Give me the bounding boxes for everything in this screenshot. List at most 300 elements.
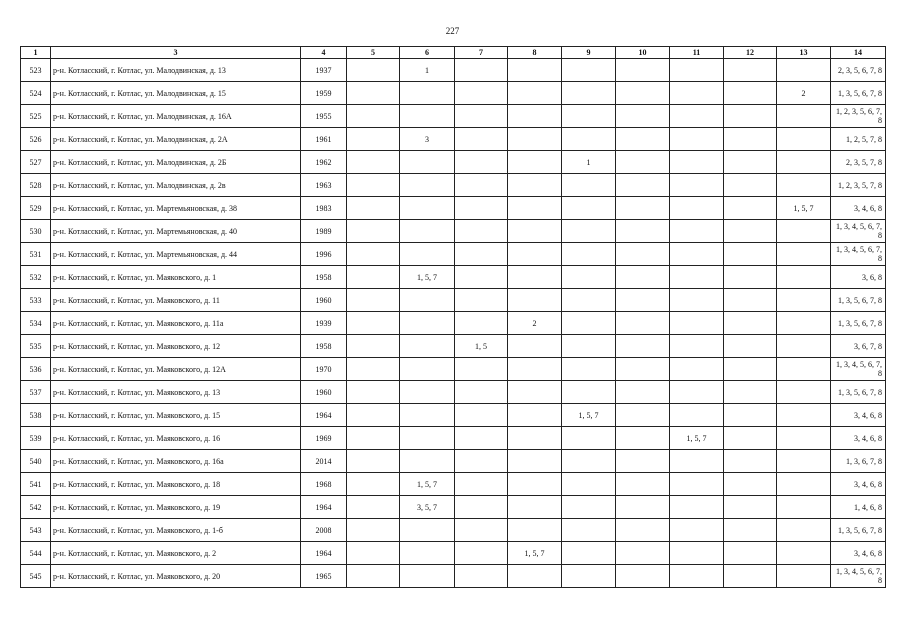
col-9-cell: [562, 266, 616, 289]
row-number-cell: 530: [21, 220, 51, 243]
address-cell: р-н. Котласский, г. Котлас, ул. Маяковского, д. 16а: [51, 450, 301, 473]
table-row: [21, 381, 886, 404]
col-8-cell: [508, 151, 562, 174]
col-9-cell: [562, 450, 616, 473]
col-8-cell: [508, 128, 562, 151]
table-row: [21, 312, 886, 335]
col-10-cell: [616, 59, 670, 82]
col-8-cell: [508, 519, 562, 542]
table-row: [21, 197, 886, 220]
column-header-7: 7: [455, 47, 508, 59]
col-5-cell: [347, 243, 400, 266]
col-6-cell: 3, 5, 7: [400, 496, 455, 519]
address-cell: р-н. Котласский, г. Котлас, ул. Маяковского, д. 12: [51, 335, 301, 358]
col-12-cell: [724, 542, 777, 565]
col-14-cell: 1, 4, 6, 8: [831, 496, 886, 519]
col-14-cell: 3, 4, 6, 8: [831, 542, 886, 565]
year-cell: 1955: [301, 105, 347, 128]
col-8-cell: [508, 381, 562, 404]
table-row: [21, 266, 886, 289]
col-8-cell: [508, 174, 562, 197]
col-12-cell: [724, 220, 777, 243]
column-header-12: 12: [724, 47, 777, 59]
column-header-11: 11: [670, 47, 724, 59]
address-cell: р-н. Котласский, г. Котлас, ул. Малодвинская, д. 15: [51, 82, 301, 105]
col-14-cell: 3, 4, 6, 8: [831, 404, 886, 427]
col-6-cell: [400, 105, 455, 128]
col-5-cell: [347, 542, 400, 565]
column-header-9: 9: [562, 47, 616, 59]
col-9-cell: [562, 335, 616, 358]
col-14-cell: 1, 3, 4, 5, 6, 7, 8: [831, 358, 886, 381]
col-6-cell: [400, 519, 455, 542]
table-body: [21, 59, 886, 588]
col-10-cell: [616, 519, 670, 542]
row-number-cell: 529: [21, 197, 51, 220]
col-8-cell: [508, 404, 562, 427]
row-number-cell: 538: [21, 404, 51, 427]
address-cell: р-н. Котласский, г. Котлас, ул. Маяковского, д. 18: [51, 473, 301, 496]
year-cell: 1963: [301, 174, 347, 197]
row-number-cell: 544: [21, 542, 51, 565]
col-13-cell: [777, 220, 831, 243]
col-6-cell: 1, 5, 7: [400, 266, 455, 289]
col-11-cell: [670, 473, 724, 496]
col-13-cell: [777, 565, 831, 588]
col-6-cell: [400, 565, 455, 588]
col-14-cell: 2, 3, 5, 7, 8: [831, 151, 886, 174]
column-header-3: 3: [51, 47, 301, 59]
col-13-cell: [777, 243, 831, 266]
col-8-cell: [508, 82, 562, 105]
col-7-cell: [455, 243, 508, 266]
col-6-cell: [400, 450, 455, 473]
row-number-cell: 540: [21, 450, 51, 473]
col-13-cell: [777, 174, 831, 197]
col-9-cell: [562, 427, 616, 450]
year-cell: 1937: [301, 59, 347, 82]
year-cell: 1996: [301, 243, 347, 266]
col-11-cell: [670, 381, 724, 404]
col-12-cell: [724, 197, 777, 220]
year-cell: 2008: [301, 519, 347, 542]
col-13-cell: [777, 496, 831, 519]
col-11-cell: [670, 312, 724, 335]
row-number-cell: 539: [21, 427, 51, 450]
col-12-cell: [724, 151, 777, 174]
address-cell: р-н. Котласский, г. Котлас, ул. Малодвинская, д. 2Б: [51, 151, 301, 174]
column-header-5: 5: [347, 47, 400, 59]
col-10-cell: [616, 542, 670, 565]
col-9-cell: [562, 174, 616, 197]
col-13-cell: [777, 542, 831, 565]
year-cell: 1959: [301, 82, 347, 105]
table-row: [21, 565, 886, 588]
address-cell: р-н. Котласский, г. Котлас, ул. Мартемьяновская, д. 44: [51, 243, 301, 266]
col-11-cell: [670, 128, 724, 151]
col-10-cell: [616, 496, 670, 519]
col-6-cell: 1: [400, 59, 455, 82]
col-14-cell: 3, 4, 6, 8: [831, 197, 886, 220]
col-11-cell: [670, 565, 724, 588]
col-10-cell: [616, 335, 670, 358]
row-number-cell: 524: [21, 82, 51, 105]
col-13-cell: [777, 473, 831, 496]
col-14-cell: 3, 6, 7, 8: [831, 335, 886, 358]
col-7-cell: [455, 450, 508, 473]
column-header-10: 10: [616, 47, 670, 59]
col-12-cell: [724, 381, 777, 404]
column-header-6: 6: [400, 47, 455, 59]
col-13-cell: [777, 289, 831, 312]
col-14-cell: 1, 3, 4, 5, 6, 7, 8: [831, 565, 886, 588]
col-13-cell: [777, 450, 831, 473]
row-number-cell: 527: [21, 151, 51, 174]
col-14-cell: 1, 3, 5, 6, 7, 8: [831, 519, 886, 542]
col-14-cell: 1, 3, 4, 5, 6, 7, 8: [831, 220, 886, 243]
year-cell: 1962: [301, 151, 347, 174]
row-number-cell: 526: [21, 128, 51, 151]
column-header-1: 1: [21, 47, 51, 59]
col-6-cell: [400, 312, 455, 335]
col-7-cell: [455, 358, 508, 381]
col-11-cell: [670, 82, 724, 105]
table-row: [21, 450, 886, 473]
col-11-cell: [670, 289, 724, 312]
col-13-cell: [777, 128, 831, 151]
register-table: [20, 46, 886, 588]
col-9-cell: [562, 381, 616, 404]
col-7-cell: [455, 312, 508, 335]
col-9-cell: [562, 519, 616, 542]
col-6-cell: [400, 335, 455, 358]
year-cell: 1964: [301, 404, 347, 427]
col-11-cell: [670, 266, 724, 289]
col-11-cell: [670, 450, 724, 473]
col-7-cell: [455, 266, 508, 289]
col-14-cell: 1, 3, 5, 6, 7, 8: [831, 289, 886, 312]
column-header-14: 14: [831, 47, 886, 59]
year-cell: 1958: [301, 335, 347, 358]
table-row: [21, 496, 886, 519]
address-cell: р-н. Котласский, г. Котлас, ул. Малодвинская, д. 2А: [51, 128, 301, 151]
col-5-cell: [347, 174, 400, 197]
table-row: [21, 358, 886, 381]
col-10-cell: [616, 427, 670, 450]
col-10-cell: [616, 128, 670, 151]
col-11-cell: [670, 197, 724, 220]
col-7-cell: [455, 151, 508, 174]
col-10-cell: [616, 404, 670, 427]
col-8-cell: 1, 5, 7: [508, 542, 562, 565]
col-5-cell: [347, 565, 400, 588]
col-7-cell: [455, 542, 508, 565]
row-number-cell: 545: [21, 565, 51, 588]
col-12-cell: [724, 565, 777, 588]
year-cell: 1958: [301, 266, 347, 289]
col-13-cell: [777, 312, 831, 335]
col-13-cell: 2: [777, 82, 831, 105]
col-10-cell: [616, 565, 670, 588]
table-row: [21, 289, 886, 312]
address-cell: р-н. Котласский, г. Котлас, ул. Маяковского, д. 1: [51, 266, 301, 289]
col-12-cell: [724, 59, 777, 82]
table-row: [21, 220, 886, 243]
col-13-cell: [777, 266, 831, 289]
col-14-cell: 3, 4, 6, 8: [831, 473, 886, 496]
page-number: 227: [445, 26, 460, 36]
col-10-cell: [616, 105, 670, 128]
column-header-8: 8: [508, 47, 562, 59]
col-7-cell: [455, 565, 508, 588]
year-cell: 1964: [301, 542, 347, 565]
col-10-cell: [616, 197, 670, 220]
year-cell: 1939: [301, 312, 347, 335]
col-5-cell: [347, 427, 400, 450]
col-6-cell: [400, 174, 455, 197]
col-12-cell: [724, 128, 777, 151]
col-11-cell: [670, 105, 724, 128]
col-5-cell: [347, 335, 400, 358]
col-11-cell: [670, 358, 724, 381]
table-row: [21, 151, 886, 174]
col-10-cell: [616, 174, 670, 197]
col-13-cell: [777, 519, 831, 542]
col-8-cell: [508, 450, 562, 473]
row-number-cell: 537: [21, 381, 51, 404]
address-cell: р-н. Котласский, г. Котлас, ул. Мартемьяновская, д. 40: [51, 220, 301, 243]
col-9-cell: [562, 289, 616, 312]
col-8-cell: [508, 427, 562, 450]
col-5-cell: [347, 404, 400, 427]
table-row: [21, 59, 886, 82]
col-6-cell: 3: [400, 128, 455, 151]
col-6-cell: [400, 542, 455, 565]
col-9-cell: [562, 358, 616, 381]
col-7-cell: [455, 105, 508, 128]
col-5-cell: [347, 128, 400, 151]
col-8-cell: [508, 59, 562, 82]
col-10-cell: [616, 312, 670, 335]
row-number-cell: 542: [21, 496, 51, 519]
col-14-cell: 1, 3, 6, 7, 8: [831, 450, 886, 473]
col-11-cell: [670, 174, 724, 197]
table-row: [21, 519, 886, 542]
row-number-cell: 523: [21, 59, 51, 82]
col-13-cell: [777, 404, 831, 427]
col-14-cell: 3, 4, 6, 8: [831, 427, 886, 450]
col-7-cell: [455, 404, 508, 427]
table-row: [21, 82, 886, 105]
col-14-cell: 1, 2, 5, 7, 8: [831, 128, 886, 151]
year-cell: 1969: [301, 427, 347, 450]
row-number-cell: 532: [21, 266, 51, 289]
table-row: [21, 105, 886, 128]
row-number-cell: 535: [21, 335, 51, 358]
col-10-cell: [616, 358, 670, 381]
col-13-cell: [777, 59, 831, 82]
table-row: [21, 174, 886, 197]
address-cell: р-н. Котласский, г. Котлас, ул. Маяковского, д. 12А: [51, 358, 301, 381]
column-header-4: 4: [301, 47, 347, 59]
col-12-cell: [724, 496, 777, 519]
col-9-cell: [562, 59, 616, 82]
col-7-cell: [455, 220, 508, 243]
col-11-cell: [670, 220, 724, 243]
col-7-cell: [455, 289, 508, 312]
col-9-cell: [562, 243, 616, 266]
col-8-cell: [508, 473, 562, 496]
col-12-cell: [724, 519, 777, 542]
col-11-cell: [670, 542, 724, 565]
col-5-cell: [347, 381, 400, 404]
address-cell: р-н. Котласский, г. Котлас, ул. Маяковского, д. 19: [51, 496, 301, 519]
col-8-cell: [508, 105, 562, 128]
row-number-cell: 533: [21, 289, 51, 312]
col-10-cell: [616, 82, 670, 105]
col-10-cell: [616, 266, 670, 289]
year-cell: 1961: [301, 128, 347, 151]
col-5-cell: [347, 59, 400, 82]
col-10-cell: [616, 450, 670, 473]
col-8-cell: [508, 220, 562, 243]
year-cell: 1960: [301, 381, 347, 404]
col-13-cell: [777, 358, 831, 381]
col-12-cell: [724, 243, 777, 266]
col-9-cell: [562, 542, 616, 565]
col-14-cell: 1, 2, 3, 5, 6, 7, 8: [831, 105, 886, 128]
table-row: [21, 243, 886, 266]
col-7-cell: [455, 128, 508, 151]
address-cell: р-н. Котласский, г. Котлас, ул. Маяковского, д. 15: [51, 404, 301, 427]
col-7-cell: [455, 197, 508, 220]
year-cell: 1965: [301, 565, 347, 588]
col-11-cell: [670, 243, 724, 266]
table-row: [21, 542, 886, 565]
col-10-cell: [616, 220, 670, 243]
col-9-cell: [562, 128, 616, 151]
col-12-cell: [724, 404, 777, 427]
address-cell: р-н. Котласский, г. Котлас, ул. Малодвинская, д. 13: [51, 59, 301, 82]
col-11-cell: 1, 5, 7: [670, 427, 724, 450]
col-14-cell: 1, 3, 5, 6, 7, 8: [831, 312, 886, 335]
col-5-cell: [347, 289, 400, 312]
col-5-cell: [347, 358, 400, 381]
col-14-cell: 1, 3, 5, 6, 7, 8: [831, 82, 886, 105]
col-5-cell: [347, 496, 400, 519]
address-cell: р-н. Котласский, г. Котлас, ул. Маяковского, д. 11а: [51, 312, 301, 335]
year-cell: 2014: [301, 450, 347, 473]
col-12-cell: [724, 174, 777, 197]
col-7-cell: [455, 496, 508, 519]
row-number-cell: 541: [21, 473, 51, 496]
col-9-cell: [562, 565, 616, 588]
col-13-cell: [777, 427, 831, 450]
col-7-cell: [455, 82, 508, 105]
col-14-cell: 1, 2, 3, 5, 7, 8: [831, 174, 886, 197]
col-8-cell: [508, 565, 562, 588]
col-8-cell: [508, 243, 562, 266]
col-7-cell: [455, 427, 508, 450]
col-12-cell: [724, 427, 777, 450]
year-cell: 1970: [301, 358, 347, 381]
col-7-cell: [455, 381, 508, 404]
address-cell: р-н. Котласский, г. Котлас, ул. Маяковского, д. 16: [51, 427, 301, 450]
col-11-cell: [670, 496, 724, 519]
col-6-cell: [400, 358, 455, 381]
col-9-cell: [562, 496, 616, 519]
col-6-cell: [400, 151, 455, 174]
col-12-cell: [724, 450, 777, 473]
col-14-cell: 2, 3, 5, 6, 7, 8: [831, 59, 886, 82]
table-row: [21, 335, 886, 358]
col-8-cell: [508, 197, 562, 220]
col-9-cell: [562, 220, 616, 243]
col-12-cell: [724, 82, 777, 105]
col-12-cell: [724, 289, 777, 312]
col-11-cell: [670, 59, 724, 82]
col-10-cell: [616, 243, 670, 266]
col-6-cell: [400, 427, 455, 450]
col-9-cell: [562, 473, 616, 496]
address-cell: р-н. Котласский, г. Котлас, ул. Маяковского, д. 1-б: [51, 519, 301, 542]
year-cell: 1989: [301, 220, 347, 243]
table-row: [21, 128, 886, 151]
col-11-cell: [670, 335, 724, 358]
col-8-cell: [508, 496, 562, 519]
col-9-cell: 1, 5, 7: [562, 404, 616, 427]
address-cell: р-н. Котласский, г. Котлас, ул. Маяковского, д. 13: [51, 381, 301, 404]
year-cell: 1983: [301, 197, 347, 220]
col-8-cell: [508, 266, 562, 289]
col-7-cell: [455, 59, 508, 82]
col-5-cell: [347, 151, 400, 174]
col-6-cell: [400, 220, 455, 243]
col-6-cell: [400, 381, 455, 404]
col-5-cell: [347, 473, 400, 496]
col-8-cell: [508, 358, 562, 381]
row-number-cell: 531: [21, 243, 51, 266]
col-11-cell: [670, 519, 724, 542]
col-10-cell: [616, 151, 670, 174]
col-9-cell: [562, 82, 616, 105]
row-number-cell: 543: [21, 519, 51, 542]
col-12-cell: [724, 312, 777, 335]
col-12-cell: [724, 335, 777, 358]
col-6-cell: [400, 82, 455, 105]
address-cell: р-н. Котласский, г. Котлас, ул. Мартемьяновская, д. 38: [51, 197, 301, 220]
col-9-cell: [562, 197, 616, 220]
col-13-cell: [777, 335, 831, 358]
row-number-cell: 528: [21, 174, 51, 197]
column-header-13: 13: [777, 47, 831, 59]
year-cell: 1968: [301, 473, 347, 496]
col-5-cell: [347, 266, 400, 289]
col-6-cell: [400, 197, 455, 220]
col-11-cell: [670, 404, 724, 427]
col-5-cell: [347, 220, 400, 243]
col-6-cell: [400, 243, 455, 266]
address-cell: р-н. Котласский, г. Котлас, ул. Маяковского, д. 20: [51, 565, 301, 588]
header-row: [21, 47, 886, 59]
col-14-cell: 1, 3, 5, 6, 7, 8: [831, 381, 886, 404]
col-6-cell: [400, 404, 455, 427]
col-9-cell: [562, 312, 616, 335]
col-5-cell: [347, 197, 400, 220]
col-13-cell: [777, 151, 831, 174]
col-13-cell: 1, 5, 7: [777, 197, 831, 220]
col-13-cell: [777, 381, 831, 404]
